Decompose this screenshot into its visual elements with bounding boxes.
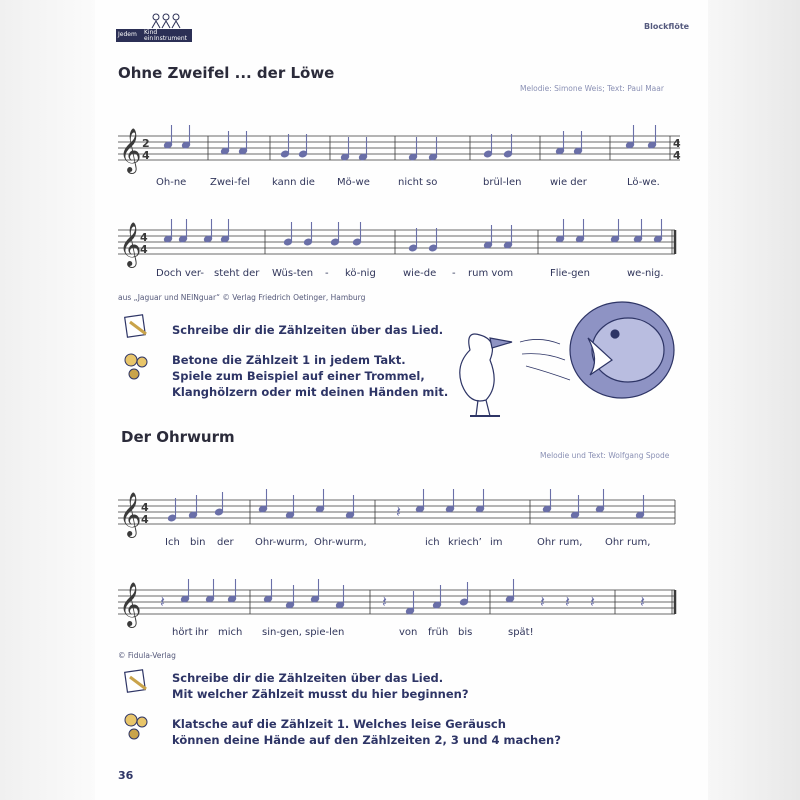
lyric-word: ihr xyxy=(195,627,209,638)
rest: 𝄽 xyxy=(160,592,165,611)
lyric-word: steht der xyxy=(214,268,260,279)
lyric-word: kriech’ xyxy=(448,537,482,548)
svg-text:𝄞: 𝄞 xyxy=(119,128,142,172)
logo-text-1: Jedem xyxy=(118,31,137,38)
song1-credit: Melodie: Simone Weis; Text: Paul Maar xyxy=(520,84,664,93)
lyric-word: Doch ver- xyxy=(156,268,204,279)
svg-text:4: 4 xyxy=(673,149,681,162)
task2-clap-line1: Klatsche auf die Zählzeit 1. Welches leise Geräusch xyxy=(172,717,506,731)
task2-write-counts-line1: Schreibe dir die Zählzeiten über das Lied. xyxy=(172,671,444,685)
svg-text:4: 4 xyxy=(140,243,148,256)
lyric-word: der xyxy=(217,537,234,548)
lyric-word: kö-nig xyxy=(345,268,376,279)
lyric-word: spie-len xyxy=(305,627,345,638)
lyric-word: Zwei-fel xyxy=(210,177,251,188)
lyric-word: - xyxy=(325,268,329,279)
lyric-word: - xyxy=(452,268,456,279)
logo-text-2: Kind xyxy=(144,29,158,36)
lyric-word: Ohr-wurm, xyxy=(255,537,308,548)
rest: 𝄽 xyxy=(590,592,595,611)
lyric-word: ich xyxy=(425,537,440,548)
lyric-word: brül-len xyxy=(483,177,522,188)
lyric-word: Ohr xyxy=(605,537,624,548)
song2-credit: Melodie und Text: Wolfgang Spode xyxy=(540,451,670,460)
logo-text-4: Instrument xyxy=(154,35,188,42)
lyric-word: kann die xyxy=(272,177,315,188)
lyric-word: rum, xyxy=(627,537,651,548)
task1-write-counts: Schreibe dir die Zählzeiten über das Lied. xyxy=(172,323,444,337)
lyric-word: wie-de xyxy=(403,268,437,279)
svg-text:4: 4 xyxy=(673,137,681,150)
staff-1 xyxy=(118,136,680,160)
lyric-word: sin-gen, xyxy=(262,627,302,638)
lyric-word: früh xyxy=(428,627,449,638)
lyric-word: Wüs-ten xyxy=(272,268,314,279)
svg-text:𝄞: 𝄞 xyxy=(119,222,142,266)
lyric-word: Lö-we. xyxy=(627,177,660,188)
rest: 𝄽 xyxy=(640,592,645,611)
lyric-word: hört xyxy=(172,627,193,638)
task1-accent-line3: Klanghölzern oder mit deinen Händen mit. xyxy=(172,385,449,399)
task2-write-counts-line2: Mit welcher Zählzeit musst du hier beginnen? xyxy=(172,687,469,701)
lyric-word: Ohr xyxy=(537,537,556,548)
lyric-word: rum vom xyxy=(468,268,514,279)
song2-source: © Fidula-Verlag xyxy=(118,651,176,660)
lyric-word: rum, xyxy=(559,537,583,548)
lyric-word: Flie-gen xyxy=(550,268,590,279)
instrument-label: Blockflöte xyxy=(644,22,690,31)
svg-text:𝄞: 𝄞 xyxy=(119,582,142,626)
staff-2 xyxy=(118,230,675,254)
lyric-word: we-nig. xyxy=(627,268,664,279)
task2-clap-line2: können deine Hände auf den Zählzeiten 2, 3 und 4 machen? xyxy=(172,733,561,747)
lyric-word: wie der xyxy=(550,177,587,188)
song2-title: Der Ohrwurm xyxy=(121,428,235,446)
rest: 𝄽 xyxy=(540,592,545,611)
lyric-word: bin xyxy=(190,537,206,548)
page-number: 36 xyxy=(118,769,134,782)
lyric-word: Oh-ne xyxy=(156,177,187,188)
rest: 𝄽 xyxy=(382,592,387,611)
task1-accent-line1: Betone die Zählzeit 1 in jedem Takt. xyxy=(172,353,406,367)
lyric-word: nicht so xyxy=(398,177,438,188)
lyric-word: Mö-we xyxy=(337,177,370,188)
svg-text:4: 4 xyxy=(140,231,148,244)
svg-text:𝄞: 𝄞 xyxy=(119,492,142,536)
lyric-word: Ich xyxy=(165,537,180,548)
svg-text:2: 2 xyxy=(142,137,150,150)
svg-text:4: 4 xyxy=(141,513,149,526)
lyric-word: spät! xyxy=(508,627,534,638)
rest: 𝄽 xyxy=(396,502,401,521)
lyric-word: Ohr-wurm, xyxy=(314,537,367,548)
task1-accent-line2: Spiele zum Beispiel auf einer Trommel, xyxy=(172,369,425,383)
lyric-word: bis xyxy=(458,627,473,638)
song1-source: aus „Jaguar und NEINguar“ © Verlag Friedrich Oetinger, Hamburg xyxy=(118,293,366,302)
song1-title: Ohne Zweifel ... der Löwe xyxy=(118,64,335,82)
lyric-word: von xyxy=(399,627,418,638)
logo-text-3: ein xyxy=(144,35,154,42)
lyric-word: mich xyxy=(218,627,243,638)
rest: 𝄽 xyxy=(565,592,570,611)
svg-text:4: 4 xyxy=(141,501,149,514)
treble-clefs xyxy=(119,128,141,628)
svg-text:4: 4 xyxy=(142,149,150,162)
lyric-word: im xyxy=(490,537,503,548)
